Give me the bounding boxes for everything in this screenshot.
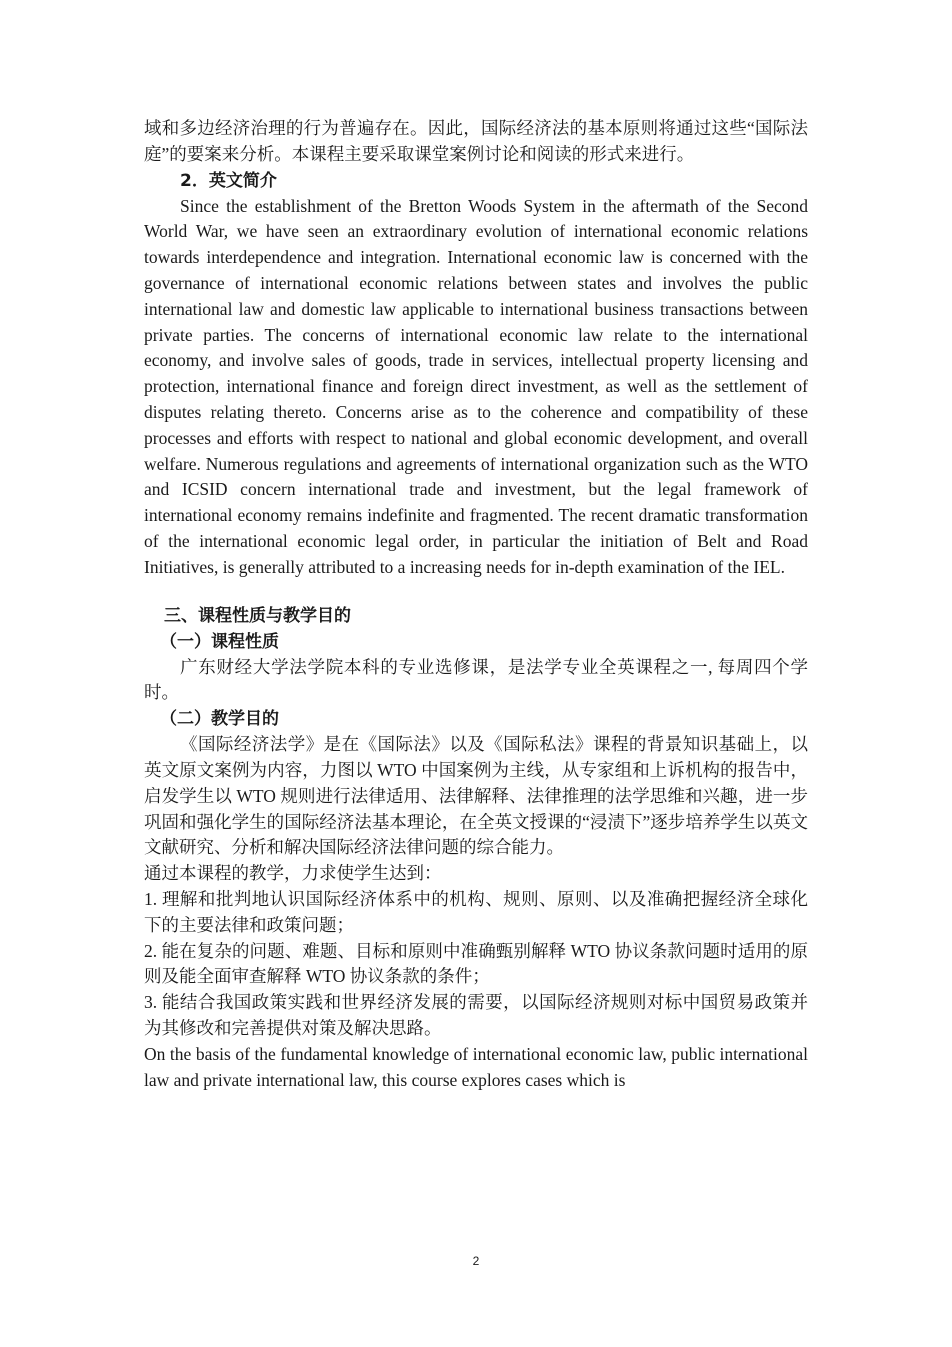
paragraph-course-nature: 广东财经大学法学院本科的专业选修课，是法学专业全英课程之一, 每周四个学时。 (144, 656, 808, 703)
paragraph-intro-continued: 域和多边经济治理的行为普遍存在。因此，国际经济法的基本原则将通过这些“国际法庭”的要案来分析。本课程主要采取课堂案例讨论和阅读的形式来进行。 (144, 118, 808, 164)
list-item-goal-3: 3. 能结合我国政策实践和世界经济发展的需要，以国际经济规则对标中国贸易政策并为其修改和完善提供对策及解决思路。 (144, 992, 808, 1038)
list-item-goal-2: 2. 能在复杂的问题、难题、目标和原则中准确甄别解释 WTO 协议条款问题时适用的原则及能全面审查解释 WTO 协议条款的条件； (144, 940, 808, 987)
heading-teaching-purpose: （二）教学目的 (160, 709, 279, 730)
paragraph-teaching-purpose: 《国际经济法学》是在《国际法》以及《国际私法》课程的背景知识基础上，以英文原文案例为内容，力图以 WTO 中国案例为主线，从专家组和上诉机构的报告中，启发学生以 WTO 规则进行法律适用、法律解释、法律推理的法学思维和兴趣，进一步巩固和强化学生的国际经济法基本理论，在全英文授课的“浸渍下”逐步培养学生以英文文献研究、分析和解决国际经济法律问题的综合能力。 (144, 734, 808, 858)
paragraph-goals-intro: 通过本课程的教学，力求使学生达到： (144, 863, 442, 884)
heading-section-3: 三、课程性质与教学目的 (164, 605, 351, 626)
page-number: 2 (472, 1254, 480, 1268)
page-content (144, 116, 808, 1093)
paragraph-english-purpose: On the basis of the fundamental knowledge of international economic law, public international law and private international law, this course explores cases which is (144, 1043, 808, 1090)
heading-course-nature: （一）课程性质 (160, 631, 279, 652)
paragraph-english-intro: Since the establishment of the Bretton Woods System in the aftermath of the Second World War, we have seen an extraordinary evolution of international economic relations towards interdependence and integration. International economic law is concerned with the governance of international economic relations between states and involves the public international law and domestic law applicable to international business transactions between private parties. The concerns of international economic law relate to the international economy, and involve sales of goods, trade in services, intellectual property licensing and protection, international finance and foreign direct investment, as well as the settlement of disputes relating thereto. Concerns arise as to the coherence and compatibility of these processes and efforts with respect to national and global economic development, and overall welfare. Numerous regulations and agreements of international organization such as the WTO and ICSID concern international trade and investment, but the legal framework of international economy remains indefinite and fragmented. The recent dramatic transformation of the international economic legal order, in particular the initiation of Belt and Road Initiatives, is generally attributed to a increasing needs for in-depth examination of the IEL. (144, 195, 808, 577)
list-item-goal-1: 1. 理解和批判地认识国际经济体系中的机构、规则、原则、以及准确把握经济全球化下的主要法律和政策问题； (144, 888, 808, 935)
heading-english-intro: 2．英文简介 (180, 170, 277, 191)
